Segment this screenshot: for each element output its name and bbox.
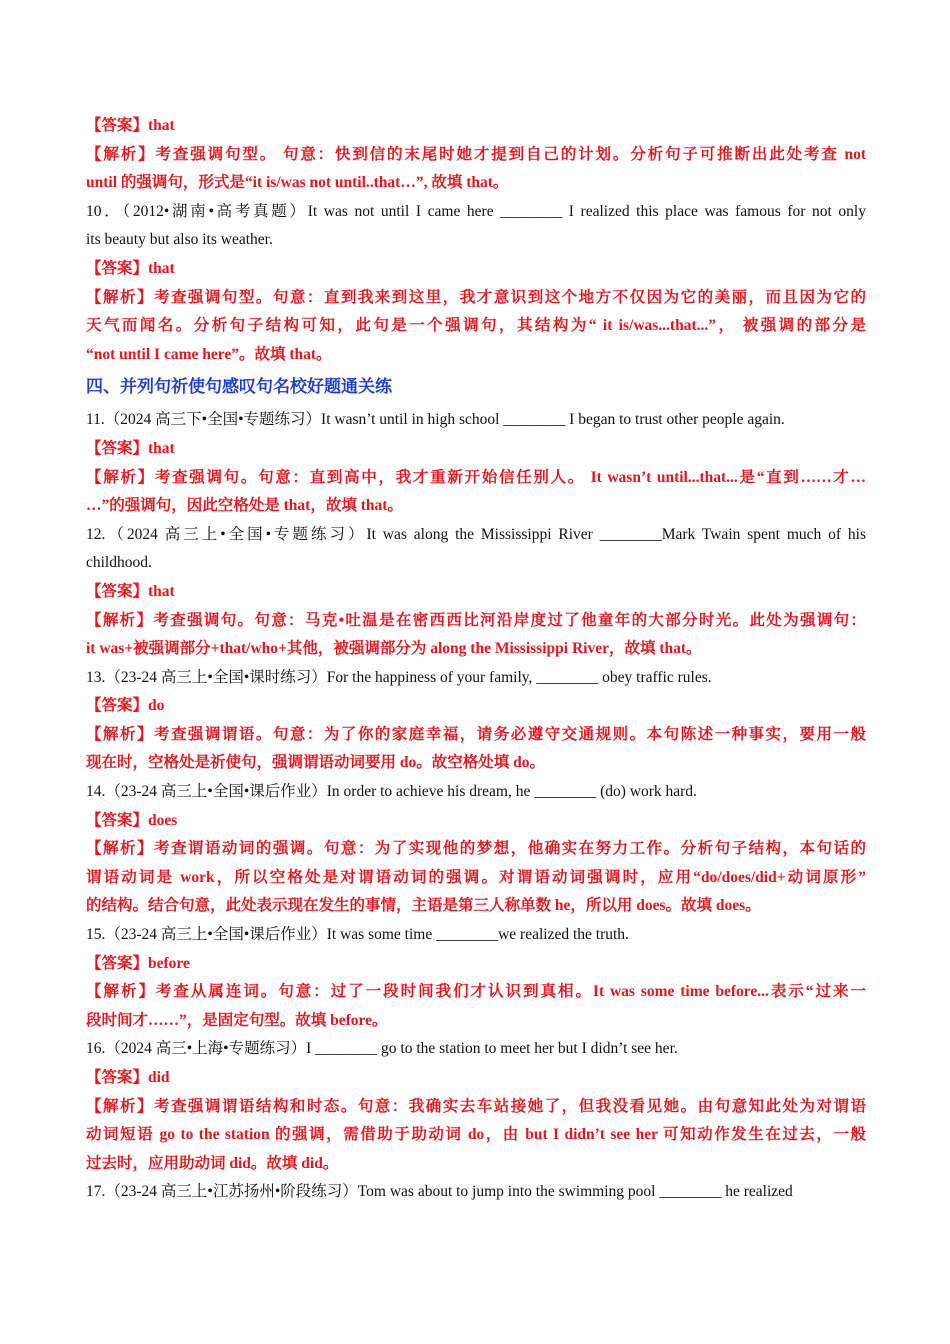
- question-line: 13.（23-24 高三上•全国•课时练习）For the happiness of your family, ________ obey traffic rules.: [86, 668, 712, 686]
- analysis-line: “not until I came here”。故填 that。: [86, 345, 332, 363]
- analysis-line: 过去时，应用助动词 did。故填 did。: [86, 1154, 339, 1172]
- question-line: childhood.: [86, 554, 152, 572]
- answer-line: 【答案】that: [86, 582, 175, 600]
- question-line: 10．（2012•湖南•高考真题）It was not until I came here ________ I realized this place was famous for not only: [86, 202, 866, 220]
- answer-line: 【答案】that: [86, 259, 175, 277]
- question-line: 15.（23-24 高三上•全国•课后作业）It was some time ________we realized the truth.: [86, 926, 629, 944]
- analysis-line: 【解析】考查强调谓语结构和时态。句意：我确实去车站接她了，但我没看见她。由句意知此处为对谓语: [86, 1097, 866, 1115]
- analysis-line: 谓语动词是 work，所以空格处是对谓语动词的强调。对谓语动词强调时，应用“do/does/did+动词原形”: [86, 868, 866, 886]
- question-line: 14.（23-24 高三上•全国•课后作业）In order to achieve his dream, he ________ (do) work hard.: [86, 783, 697, 801]
- answer-line: 【答案】that: [86, 117, 175, 134]
- analysis-line: until 的强调句，形式是“it is/was not until..that…”, 故填 that。: [86, 174, 509, 192]
- analysis-line: 【解析】考查强调句型。 句意：快到信的末尾时她才提到自己的计划。分析句子可推断出此处考查 not: [86, 145, 866, 163]
- answer-line: 【答案】that: [86, 439, 175, 457]
- question-line: 12.（2024 高三上•全国•专题练习）It was along the Mississippi River ________Mark Twain spent much of his: [86, 525, 866, 543]
- analysis-line: 【解析】考查强调句。句意：马克•吐温是在密西西比河沿岸度过了他童年的大部分时光。此处为强调句：: [86, 611, 866, 629]
- analysis-line: it was+被强调部分+that/who+其他，被强调部分为 along the Mississippi River，故填 that。: [86, 640, 702, 658]
- question-line: 16.（2024 高三•上海•专题练习）I ________ go to the station to meet her but I didn’t see her.: [86, 1040, 678, 1058]
- answer-line: 【答案】does: [86, 811, 178, 829]
- answer-line: 【答案】do: [86, 697, 165, 715]
- analysis-line: 【解析】考查强调句。句意：直到高中，我才重新开始信任别人。 It wasn’t until...that...是“直到……才…: [86, 468, 866, 486]
- document-body: [86, 112, 866, 1207]
- question-line: 11.（2024 高三下•全国•专题练习）It wasn’t until in high school ________ I began to trust other people again.: [86, 411, 785, 429]
- analysis-line: …”的强调句，因此空格处是 that，故填 that。: [86, 497, 403, 515]
- analysis-line: 的结构。结合句意，此处表示现在发生的事情，主语是第三人称单数 he，所以用 does。故填 does。: [86, 897, 761, 915]
- analysis-line: 动词短语 go to the station 的强调，需借助于助动词 do，由 but I didn’t see her 可知动作发生在过去，一般: [86, 1126, 866, 1144]
- analysis-line: 【解析】考查谓语动词的强调。句意：为了实现他的梦想，他确实在努力工作。分析句子结构，本句话的: [86, 840, 866, 858]
- analysis-line: 【解析】考查从属连词。句意：过了一段时间我们才认识到真相。It was some time before...表示“过来一: [86, 983, 866, 1001]
- question-line: its beauty but also its weather.: [86, 231, 273, 249]
- analysis-line: 现在时，空格处是祈使句，强调谓语动词要用 do。故空格处填 do。: [86, 754, 545, 772]
- question-line: 17.（23-24 高三上•江苏扬州•阶段练习）Tom was about to jump into the swimming pool ________ he realized: [86, 1183, 793, 1201]
- analysis-line: 段时间才……”，是固定句型。故填 before。: [86, 1011, 388, 1029]
- analysis-line: 【解析】考查强调句型。句意：直到我来到这里，我才意识到这个地方不仅因为它的美丽，而且因为它的: [86, 288, 866, 306]
- answer-line: 【答案】did: [86, 1069, 170, 1086]
- analysis-line: 天气而闻名。分析句子结构可知，此句是一个强调句，其结构为“ it is/was...that...”， 被强调的部分是: [86, 317, 866, 335]
- analysis-line: 【解析】考查强调谓语。句意：为了你的家庭幸福，请务必遵守交通规则。本句陈述一种事实，要用一般: [86, 725, 866, 743]
- answer-line: 【答案】before: [86, 954, 190, 972]
- section-heading: 四、并列句祈使句感叹句名校好题通关练: [86, 377, 392, 398]
